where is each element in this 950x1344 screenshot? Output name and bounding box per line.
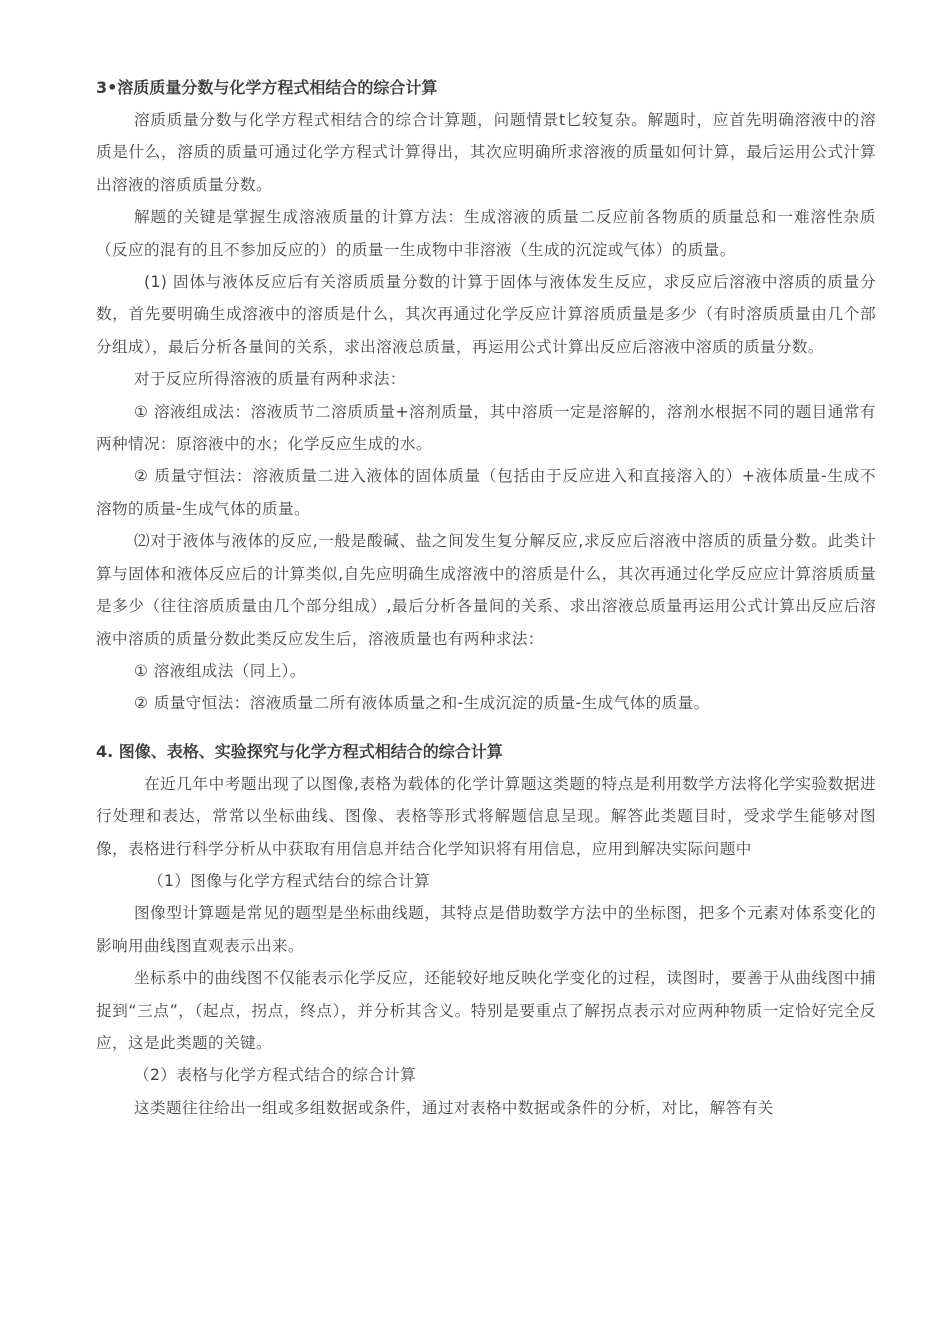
section-3-item-1: ① 溶液组成法：溶液质节二溶质质量+溶剂质量，其中溶质一定是溶解的，溶剂水根据不同的题目通常有两种情况：原溶液中的水；化学反应生成的水。 [96,402,876,454]
section-3-item-3: ① 溶液组成法（同上）。 [134,661,306,680]
section-4-heading: 4. 图像、表格、实验探究与化学方程式相结合的综合计算 [96,741,503,761]
section-4-paragraph-3: 坐标系中的曲线图不仅能表示化学反应，还能较好地反映化学变化的过程，读图时，要善于从曲线图中捕捉到“三点”，（起点，拐点，终点），并分析其含义。特别是要重点了解拐点表示对应两种物质一定恰好完全反应，这是此类题的关键。 [96,969,876,1052]
section-4-paragraph-2: 图像型计算题是常见的题型是坐标曲线题，其特点是借助数学方法中的坐标图，把多个元素对体系变化的影响用曲线图直观表示出来。 [96,904,876,955]
section-3-paragraph-1: 溶质质量分数与化学方程式相结合的综合计算题，问题情景t匕较复杂。解题时，应首先明确溶液中的溶质是什么，溶质的质量可通过化学方程式计算得出，其次应明确所求溶液的质量如何计算，最后运用公式汁算出溶液的溶质质量分数。 [96,111,876,194]
section-3-paragraph-2: 解题的关键是掌握生成溶液质量的计算方法：生成溶液的质量二反应前各物质的质量总和一难溶性杂质（反应的混有的且不参加反应的）的质量一生成物中非溶液（生成的沉淀或气体）的质量。 [96,208,876,259]
section-3-heading: 3•溶质质量分数与化学方程式相结合的综合计算 [96,78,438,97]
section-3-paragraph-5: ⑵对于液体与液体的反应,一般是酸碱、盐之间发生复分解反应,求反应后溶液中溶质的质量分数。此类计算与固体和液体反应后的计算类似,自先应明确生成溶液中的溶质是什么，其次再通过化学反应应计算溶质质量是多少（往往溶质质量由几个部分组成）,最后分析各量间的关系、求出溶液总质量再运用公式计算出反应后溶液中溶质的质量分数此类反应发生后，溶液质量也有两种求法： [96,532,876,648]
section-gap [96,720,876,736]
section-3-paragraph-4: 对于反应所得溶液的质量有两种求法： [134,370,406,389]
section-4-paragraph-1: 在近几年中考题出现了以图像,表格为载体的化学计算题这类题的特点是利用数学方法将化学实验数据进行处理和表达，常常以坐标曲线、图像、表格等形式将解题信息呈现。解答此类题目时，受求学生能够对图像，表格进行科学分析从中获取有用信息并结合化学知识将有用信息，应用到解决实际问题中 [96,774,876,858]
section-4-subheading-1: （1）图像与化学方程式结台的综合计算 [148,871,431,890]
document-page [96,72,876,1124]
section-4-paragraph-4: 这类题往往给出一组或多组数据或条件，通过对表格中数据或条件的分析，对比，解答有关 [134,1098,774,1117]
section-3-item-2: ② 质量守恒法：溶液质量二进入液体的固体质量（包括由于反应进入和直接溶入的）+液体质量-生成不溶物的质量-生成气体的质量。 [96,467,876,518]
section-3-paragraph-3: (1) 固体与液体反应后有关溶质质量分数的计算于固体与液体发生反应，求反应后溶液中溶质的质量分数，首先要明确生成溶液中的溶质是什么，其次再通过化学反应计算溶质质量是多少（有时溶质质量由几个部分组成），最后分析各量间的关系，求出溶液总质量，再运用公式计算出反应后溶液中溶质的质量分数。 [96,273,876,356]
section-4-subheading-2: （2）表格与化学方程式结合的综合计算 [134,1066,417,1085]
section-3-item-4: ② 质量守恒法：溶液质量二所有液体质量之和-生成沉淀的质量-生成气体的质量。 [134,694,710,713]
